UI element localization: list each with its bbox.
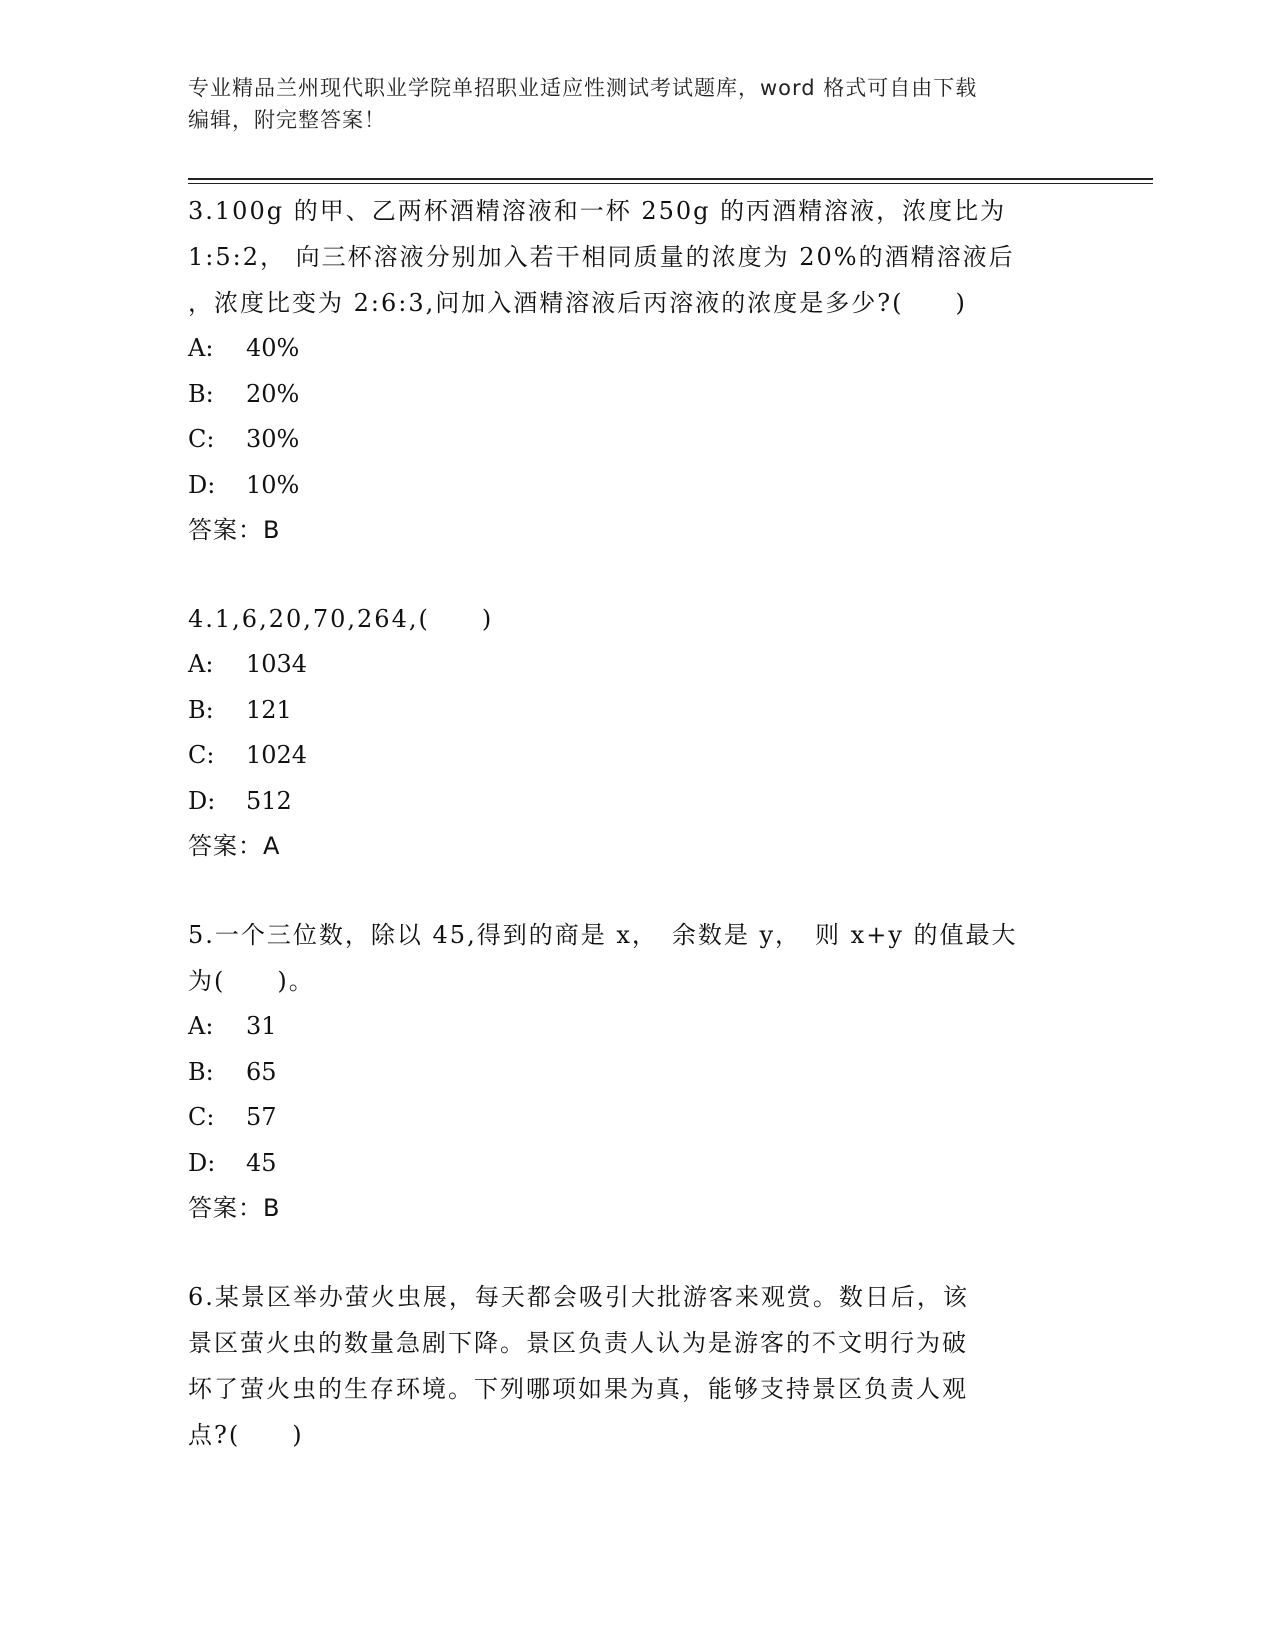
stem-line: 景区萤火虫的数量急剧下降。景区负责人认为是游客的不文明行为破 <box>188 1329 968 1357</box>
option-label: A: <box>188 650 214 678</box>
header-divider-thin <box>188 183 1153 184</box>
question-stem <box>188 1274 1088 1458</box>
option-d <box>188 1141 1088 1187</box>
option-text: 20% <box>246 379 300 408</box>
document-header <box>188 72 1088 136</box>
question-3 <box>188 188 1088 553</box>
stem-line: 3.100g 的甲、乙两杯酒精溶液和一杯 250g 的丙酒精溶液，浓度比为 <box>188 197 1007 225</box>
option-b <box>188 1050 1088 1096</box>
option-label: C: <box>188 425 215 453</box>
option-a <box>188 1004 1088 1050</box>
option-text: 121 <box>246 695 292 724</box>
option-c <box>188 733 1088 779</box>
option-text: 1024 <box>246 741 308 769</box>
header-line-2: 编辑，附完整答案！ <box>188 108 386 132</box>
stem-line: ，浓度比变为 2:6:3,问加入酒精溶液后丙溶液的浓度是多少?( ) <box>188 289 967 317</box>
stem-line: 坏了萤火虫的生存环境。下列哪项如果为真，能够支持景区负责人观 <box>188 1375 968 1403</box>
option-text: 31 <box>246 1012 277 1040</box>
header-line-1: 专业精品兰州现代职业学院单招职业适应性测试考试题库，word 格式可自由下载 <box>188 76 978 100</box>
question-4 <box>188 596 1088 869</box>
answer-line: 答案：B <box>188 516 281 544</box>
option-text: 1034 <box>246 650 308 678</box>
option-label: C: <box>188 1103 215 1131</box>
header-divider-thick <box>188 178 1153 180</box>
option-c <box>188 1095 1088 1141</box>
option-label: B: <box>188 1057 214 1086</box>
option-text: 57 <box>246 1103 277 1131</box>
answer-line: 答案：A <box>188 832 281 860</box>
stem-line: 1:5:2， 向三杯溶液分别加入若干相同质量的浓度为 20%的酒精溶液后 <box>188 243 1015 271</box>
option-text: 45 <box>246 1148 277 1177</box>
option-label: B: <box>188 695 214 724</box>
question-stem <box>188 596 1088 642</box>
question-list <box>188 188 1088 1501</box>
option-d <box>188 463 1088 509</box>
option-d <box>188 779 1088 825</box>
option-label: B: <box>188 379 214 408</box>
option-c <box>188 417 1088 463</box>
option-label: A: <box>188 334 214 362</box>
option-a <box>188 642 1088 688</box>
stem-line: 4.1,6,20,70,264,( ) <box>188 605 494 633</box>
option-label: D: <box>188 1148 216 1177</box>
stem-line: 5.一个三位数，除以 45,得到的商是 x， 余数是 y， 则 x+y 的值最大 <box>188 921 1018 949</box>
stem-line: 6.某景区举办萤火虫展，每天都会吸引大批游客来观赏。数日后，该 <box>188 1283 969 1311</box>
option-b <box>188 372 1088 418</box>
stem-line: 点?( ) <box>188 1421 304 1449</box>
option-label: D: <box>188 470 216 499</box>
option-text: 65 <box>246 1057 277 1086</box>
stem-line: 为( )。 <box>188 967 315 995</box>
question-5 <box>188 912 1088 1231</box>
option-label: A: <box>188 1012 214 1040</box>
option-a <box>188 326 1088 372</box>
option-text: 10% <box>246 470 300 499</box>
option-text: 40% <box>246 334 300 362</box>
option-text: 30% <box>246 425 300 453</box>
answer-line: 答案：B <box>188 1194 281 1222</box>
option-label: C: <box>188 741 215 769</box>
question-6 <box>188 1274 1088 1458</box>
question-stem <box>188 188 1088 326</box>
question-stem <box>188 912 1088 1004</box>
option-b <box>188 688 1088 734</box>
option-text: 512 <box>246 786 292 815</box>
option-label: D: <box>188 786 216 815</box>
